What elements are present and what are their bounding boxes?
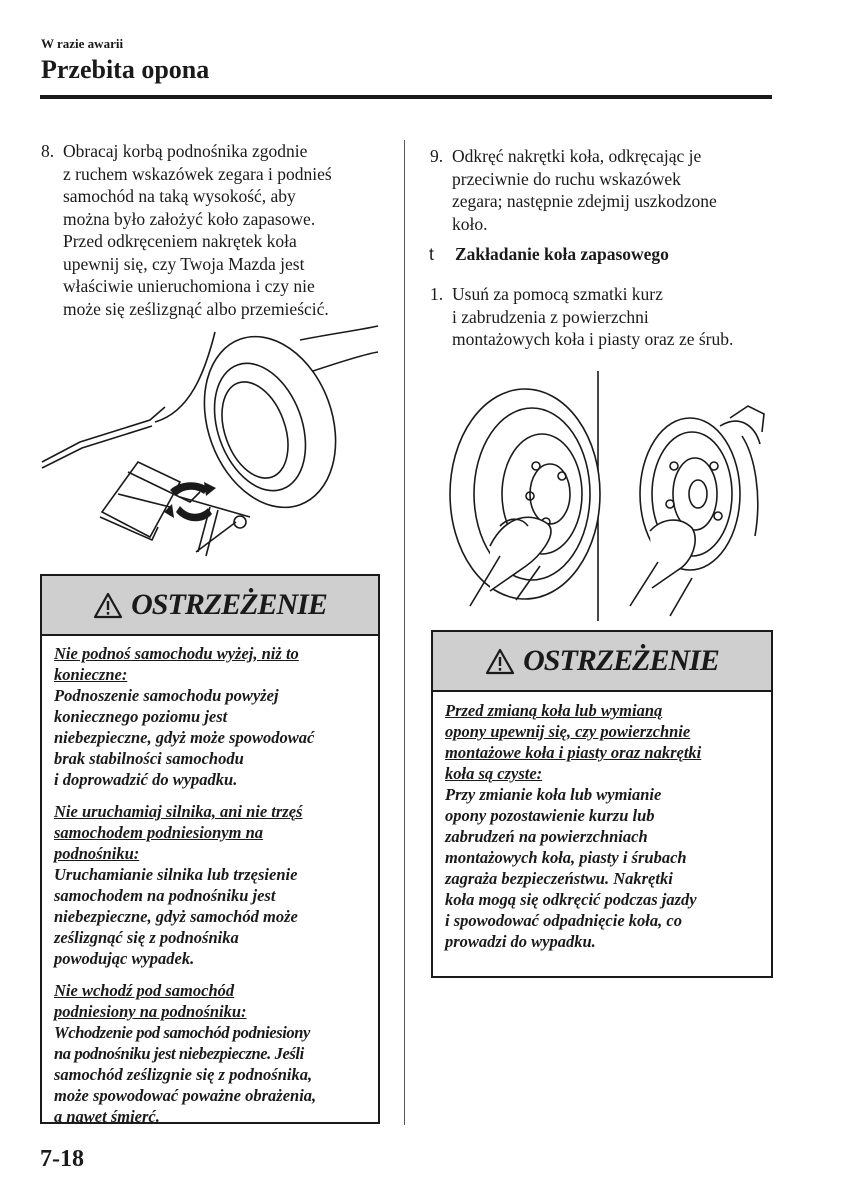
warning-heading-line: samochodem podniesionym na bbox=[54, 823, 264, 842]
step-line: Przed odkręceniem nakrętek koła bbox=[63, 231, 297, 251]
column-divider bbox=[404, 140, 405, 1125]
warning-text-line: a nawet śmierć. bbox=[54, 1107, 160, 1126]
step-line: Usuń za pomocą szmatki kurz bbox=[452, 284, 663, 304]
title-rule bbox=[40, 95, 772, 99]
warning-heading-line: opony upewnij się, czy powierzchnie bbox=[445, 722, 691, 741]
warning-text-line: Uruchamianie silnika lub trzęsienie bbox=[54, 865, 298, 884]
step-9 bbox=[430, 145, 717, 235]
warning-title: OSTRZEŻENIE bbox=[523, 644, 719, 677]
warning-triangle-icon bbox=[485, 648, 515, 675]
step-1 bbox=[430, 283, 733, 351]
warning-heading-line: Przed zmianą koła lub wymianą bbox=[445, 701, 663, 720]
jack-illustration bbox=[40, 312, 380, 570]
page-number: 7-18 bbox=[40, 1146, 84, 1172]
step-line: koło. bbox=[452, 213, 488, 234]
warning-title: OSTRZEŻENIE bbox=[131, 588, 327, 621]
step-line: Obracaj korbą podnośnika zgodnie bbox=[63, 141, 308, 161]
warning-heading-line: Nie podnoś samochodu wyżej, niż to bbox=[54, 644, 299, 663]
warning-text-line: zagraża bezpieczeństwu. Nakrętki bbox=[445, 869, 673, 888]
step-8 bbox=[41, 140, 332, 320]
cleaning-illustration bbox=[430, 366, 775, 624]
page-title: Przebita opona bbox=[41, 55, 210, 84]
warning-text-line: na podnośniku jest niebezpieczne. Jeśli bbox=[54, 1044, 304, 1063]
step-line: może się ześlizgnąć albo przemieścić. bbox=[63, 298, 329, 319]
warning-heading bbox=[54, 980, 378, 1022]
warning-text-line: zabrudzeń na powierzchniach bbox=[445, 827, 648, 846]
step-text bbox=[63, 140, 332, 320]
step-line: przeciwnie do ruchu wskazówek bbox=[452, 168, 681, 189]
warning-text-line: Przy zmianie koła lub wymianie bbox=[445, 785, 662, 804]
warning-heading-line: montażowe koła i piasty oraz nakrętki bbox=[445, 743, 702, 762]
warning-body bbox=[42, 636, 378, 1127]
step-line: Odkręć nakrętki koła, odkręcając je bbox=[452, 146, 702, 166]
warning-text-line: montażowych koła, piasty i śrubach bbox=[445, 848, 687, 867]
subheading bbox=[429, 244, 669, 265]
warning-heading bbox=[54, 801, 378, 864]
warning-text-line: niebezpieczne, gdyż może spowodować bbox=[54, 728, 315, 747]
warning-text-line: samochód ześlizgnie się z podnośnika, bbox=[54, 1065, 313, 1084]
warning-heading-line: koła są czyste: bbox=[445, 764, 543, 783]
warning-heading-line: Nie wchodź pod samochód bbox=[54, 981, 235, 1000]
section-label: W razie awarii bbox=[41, 36, 124, 51]
warning-header bbox=[42, 576, 378, 636]
warning-block bbox=[54, 980, 378, 1127]
step-line: samochód na taką wysokość, aby bbox=[63, 186, 296, 206]
step-number: 1. bbox=[430, 284, 444, 304]
warning-heading-line: podnośniku: bbox=[54, 844, 140, 863]
warning-box-right bbox=[431, 630, 773, 978]
warning-text-line: niebezpieczne, gdyż samochód może bbox=[54, 907, 298, 926]
warning-box-left bbox=[40, 574, 380, 1124]
warning-triangle-icon bbox=[93, 592, 123, 619]
step-text bbox=[452, 145, 717, 235]
step-line: z ruchem wskazówek zegara i podnieś bbox=[63, 163, 332, 184]
warning-text-line: brak stabilności samochodu bbox=[54, 749, 244, 768]
step-line: właściwie unieruchomiona i czy nie bbox=[63, 276, 315, 296]
warning-body bbox=[433, 692, 771, 952]
warning-text-line: i doprowadzić do wypadku. bbox=[54, 770, 238, 789]
step-line: montażowych koła i piasty oraz ze śrub. bbox=[452, 329, 734, 349]
step-number: 9. bbox=[430, 146, 444, 166]
warning-text-line: może spowodować poważne obrażenia, bbox=[54, 1086, 317, 1105]
warning-heading-line: podniesiony na podnośniku: bbox=[54, 1002, 247, 1021]
warning-text-line: opony pozostawienie kurzu lub bbox=[445, 806, 655, 825]
step-text bbox=[452, 283, 733, 351]
warning-heading-line: konieczne: bbox=[54, 665, 128, 684]
warning-heading-line: Nie uruchamiaj silnika, ani nie trzęś bbox=[54, 802, 303, 821]
warning-text-line: Wchodzenie pod samochód podniesiony bbox=[54, 1023, 310, 1042]
warning-text-line: Podnoszenie samochodu powyżej bbox=[54, 686, 279, 705]
subheading-label: Zakładanie koła zapasowego bbox=[455, 244, 669, 264]
warning-header bbox=[433, 632, 771, 692]
warning-text-line: i spowodować odpadnięcie koła, co bbox=[445, 911, 682, 930]
step-line: zegara; następnie zdejmij uszkodzone bbox=[452, 191, 717, 211]
step-line: upewnij się, czy Twoja Mazda jest bbox=[63, 253, 305, 274]
warning-block bbox=[54, 643, 378, 790]
warning-text-line: ześlizgnąć się z podnośnika bbox=[54, 928, 239, 947]
warning-heading bbox=[54, 643, 378, 685]
warning-text-line: prowadzi do wypadku. bbox=[445, 932, 596, 951]
warning-heading bbox=[445, 700, 771, 784]
warning-block bbox=[54, 801, 378, 969]
warning-text-line: koniecznego poziomu jest bbox=[54, 707, 228, 726]
warning-text-line: samochodem na podnośniku jest bbox=[54, 886, 276, 905]
bullet-marker: t bbox=[429, 244, 434, 264]
warning-text-line: powodując wypadek. bbox=[54, 949, 195, 968]
warning-block bbox=[445, 700, 771, 952]
warning-text-line: koła mogą się odkręcić podczas jazdy bbox=[445, 890, 697, 909]
step-number: 8. bbox=[41, 141, 55, 161]
step-line: i zabrudzenia z powierzchni bbox=[452, 306, 649, 327]
step-line: można było założyć koło zapasowe. bbox=[63, 208, 316, 229]
